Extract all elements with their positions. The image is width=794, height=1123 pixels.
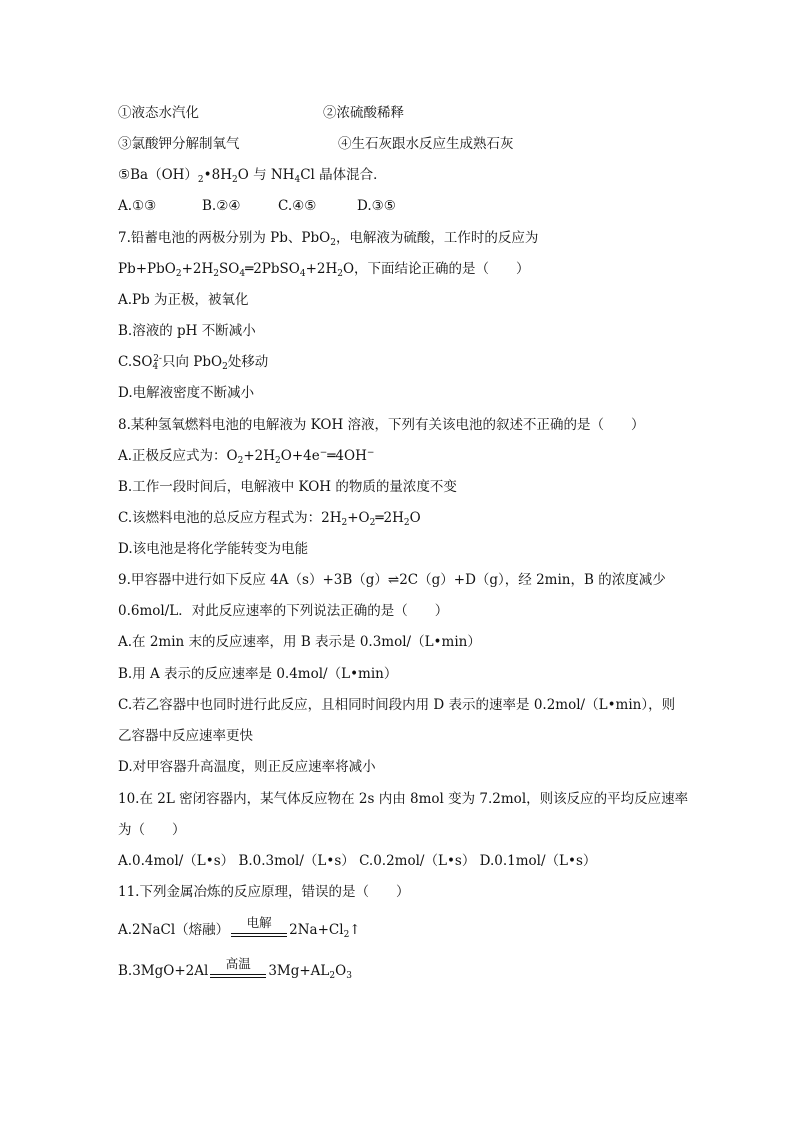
q6-option-d[interactable]: D.③⑤ <box>357 198 396 214</box>
q10-stem-line2: 为（ ） <box>118 822 186 838</box>
q8-option-c[interactable]: C.该燃料电池的总反应方程式为：$2H_2+O_2═2H_2O$ <box>118 510 421 528</box>
q9-stem-line2: 0.6mol/L．对此反应速率的下列说法正确的是（ ） <box>118 603 449 619</box>
q10-stem-line1: 10.在 2L 密闭容器内，某气体反应物在 2s 内由 8mol 变为 7.2mol，则该反应的平均反应速率 <box>118 791 689 807</box>
item-3: ③氯酸钾分解制氧气 <box>118 136 240 152</box>
reaction-condition-arrow: 电解 <box>231 926 287 938</box>
item-2: ②浓硫酸稀释 <box>323 105 404 121</box>
item-1: ①液态水汽化 <box>118 105 199 121</box>
q9-stem-line1: 9.甲容器中进行如下反应 4A（s）+3B（g）⇌2C（g）+D（g），经 2min，B 的浓度减少 <box>118 572 666 588</box>
q7-option-d[interactable]: D.电解液密度不断减小 <box>118 385 255 401</box>
reaction-condition-arrow: 高温 <box>210 967 266 979</box>
item-5: $⑤Ba(OH)_2•8H_2O$ 与 $NH_4Cl$ 晶体混合． <box>118 167 387 185</box>
q8-stem: 8.某种氢氧燃料电池的电解液为 KOH 溶液，下列有关该电池的叙述不正确的是（ ） <box>118 417 645 433</box>
q11-stem: 11.下列金属冶炼的反应原理，错误的是（ ） <box>118 884 410 900</box>
q7-stem-line2: $Pb+PbO_2+2H_2SO_4═2PbSO_4+2H_2O$，下面结论正确的是（ ） <box>118 261 530 279</box>
q6-option-a[interactable]: A.①③ <box>118 198 157 214</box>
q7-option-c[interactable]: $C.SO_4^{2-}$只向 PbO$_2$处移动 <box>118 354 269 372</box>
item-4: ④生石灰跟水反应生成熟石灰 <box>338 136 514 152</box>
q9-option-c-line1[interactable]: C.若乙容器中也同时进行此反应，且相同时间段内用 D 表示的速率是 0.2mol/（L•min），则 <box>118 697 676 713</box>
q9-option-b[interactable]: B.用 A 表示的反应速率是 0.4mol/（L•min） <box>118 666 398 682</box>
q6-option-c[interactable]: C.④⑤ <box>278 198 317 214</box>
q7-option-a[interactable]: A.Pb 为正极，被氧化 <box>118 292 249 308</box>
q6-options <box>118 197 396 215</box>
q8-option-d[interactable]: D.该电池是将化学能转变为电能 <box>118 541 309 557</box>
q7-stem-line1: 7.铅蓄电池的两极分别为 Pb、PbO$_2$，电解液为硫酸，工作时的反应为 <box>118 230 539 248</box>
q6-option-b[interactable]: B.②④ <box>202 198 241 214</box>
q7-option-b[interactable]: B.溶液的 pH 不断减小 <box>118 323 256 339</box>
q11-option-b[interactable]: B.3MgO+2Al 高温 $3Mg+AL_2O_3$ <box>118 956 352 981</box>
q9-option-c-line2[interactable]: 乙容器中反应速率更快 <box>118 728 253 744</box>
q10-options[interactable]: A.0.4mol/（L•s） B.0.3mol/（L•s） C.0.2mol/（L•s） D.0.1mol/（L•s） <box>118 853 597 869</box>
q9-option-a[interactable]: A.在 2min 末的反应速率，用 B 表示是 0.3mol/（L•min） <box>118 634 481 650</box>
q11-option-a[interactable]: A.2NaCl（熔融） 电解 $2Na+Cl_2↑$ <box>118 915 361 940</box>
q9-option-d[interactable]: D.对甲容器升高温度，则正反应速率将减小 <box>118 759 376 775</box>
q8-option-a[interactable]: A.正极反应式为：$O_2+2H_2O+4e^-═4OH^-$ <box>118 448 375 466</box>
q8-option-b[interactable]: B.工作一段时间后，电解液中 KOH 的物质的量浓度不变 <box>118 479 457 495</box>
